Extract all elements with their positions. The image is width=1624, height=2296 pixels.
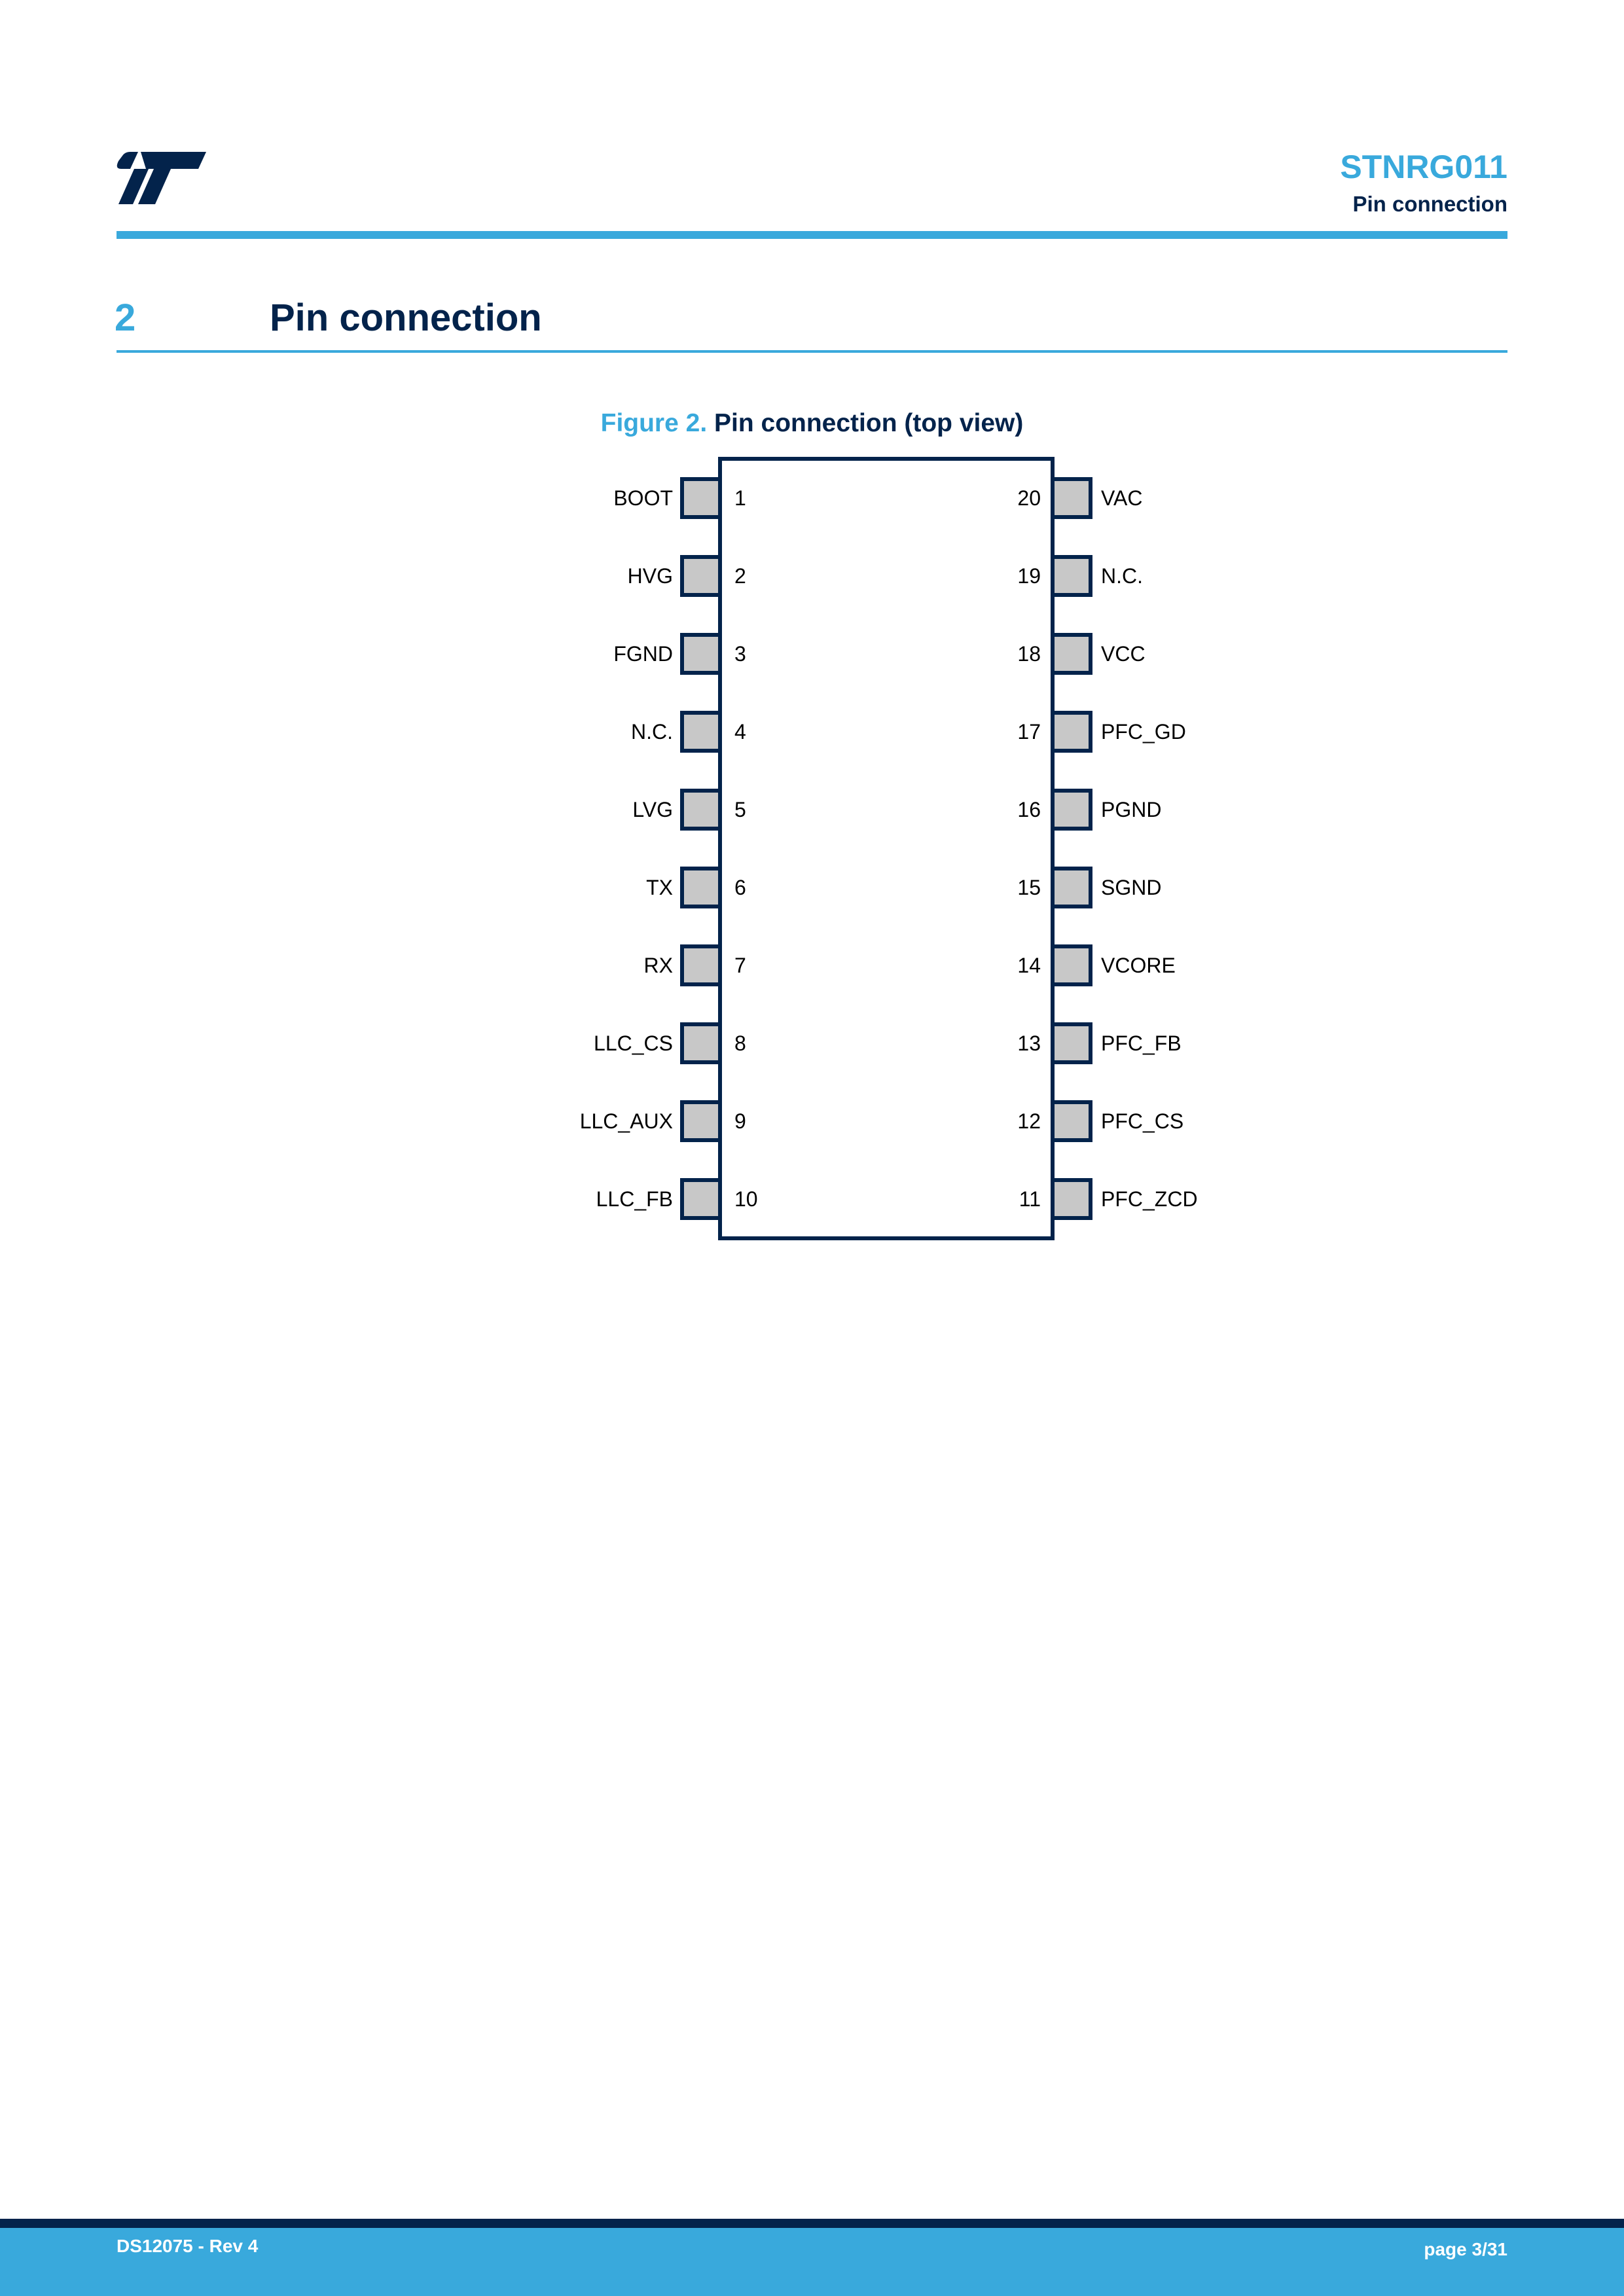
pin-pad-18: [1053, 635, 1091, 673]
pin-number-7: 7: [734, 954, 746, 977]
pin-pad-12: [1053, 1102, 1091, 1140]
pin-number-13: 13: [1017, 1031, 1041, 1055]
pin-name-14: VCORE: [1101, 954, 1176, 977]
pin-name-19: N.C.: [1101, 564, 1143, 588]
pin-name-8: LLC_CS: [594, 1031, 673, 1055]
pin-pad-1: [682, 479, 720, 517]
pin-pad-11: [1053, 1180, 1091, 1218]
pin-name-1: BOOT: [613, 486, 673, 510]
pin-number-5: 5: [734, 798, 746, 821]
pin-name-18: VCC: [1101, 642, 1146, 666]
pin-number-17: 17: [1017, 720, 1041, 744]
pin-number-9: 9: [734, 1109, 746, 1133]
footer-page-number: page 3/31: [1424, 2239, 1507, 2259]
pin-name-3: FGND: [613, 642, 673, 666]
pin-number-6: 6: [734, 876, 746, 899]
pin-name-20: VAC: [1101, 486, 1143, 510]
pin-pad-14: [1053, 946, 1091, 984]
pin-number-3: 3: [734, 642, 746, 666]
pin-pad-15: [1053, 869, 1091, 906]
figure-label: Figure 2.: [600, 409, 708, 437]
pin-pad-19: [1053, 557, 1091, 595]
document-title: STNRG011: [1340, 149, 1507, 185]
chip-body: [720, 459, 1053, 1238]
figure-title: Pin connection (top view): [714, 409, 1024, 437]
pin-pad-4: [682, 713, 720, 751]
pin-pad-16: [1053, 791, 1091, 829]
pin-number-2: 2: [734, 564, 746, 588]
footer-divider: [0, 2219, 1624, 2228]
pin-name-15: SGND: [1101, 876, 1162, 899]
pin-number-4: 4: [734, 720, 746, 744]
pin-name-12: PFC_CS: [1101, 1109, 1184, 1133]
pin-number-12: 12: [1017, 1109, 1041, 1133]
pin-number-15: 15: [1017, 876, 1041, 899]
pin-pad-10: [682, 1180, 720, 1218]
section-title: Pin connection: [270, 296, 542, 339]
pin-number-10: 10: [734, 1187, 758, 1211]
pin-name-2: HVG: [627, 564, 673, 588]
pin-name-4: N.C.: [631, 720, 673, 744]
pin-pad-2: [682, 557, 720, 595]
pin-number-11: 11: [1019, 1187, 1041, 1211]
pin-name-5: LVG: [632, 798, 673, 821]
pin-number-19: 19: [1017, 564, 1041, 588]
pin-number-8: 8: [734, 1031, 746, 1055]
pin-name-6: TX: [646, 876, 673, 899]
pin-number-18: 18: [1017, 642, 1041, 666]
pin-name-16: PGND: [1101, 798, 1162, 821]
pin-name-13: PFC_FB: [1101, 1031, 1182, 1055]
pin-number-20: 20: [1017, 486, 1041, 510]
header-section-name: Pin connection: [1352, 192, 1507, 216]
pin-pad-5: [682, 791, 720, 829]
pin-number-16: 16: [1017, 798, 1041, 821]
pin-pad-7: [682, 946, 720, 984]
footer-doc-rev: DS12075 - Rev 4: [117, 2236, 259, 2256]
pin-name-9: LLC_AUX: [579, 1109, 673, 1133]
pin-pad-20: [1053, 479, 1091, 517]
pin-pad-8: [682, 1024, 720, 1062]
pin-name-11: PFC_ZCD: [1101, 1187, 1198, 1211]
pin-name-10: LLC_FB: [596, 1187, 673, 1211]
pin-pad-13: [1053, 1024, 1091, 1062]
pin-pad-17: [1053, 713, 1091, 751]
pin-pad-9: [682, 1102, 720, 1140]
pin-pad-3: [682, 635, 720, 673]
pin-number-1: 1: [734, 486, 746, 510]
pin-name-7: RX: [643, 954, 673, 977]
pin-pad-6: [682, 869, 720, 906]
pin-number-14: 14: [1017, 954, 1041, 977]
pin-name-17: PFC_GD: [1101, 720, 1186, 744]
section-number: 2: [115, 296, 136, 339]
